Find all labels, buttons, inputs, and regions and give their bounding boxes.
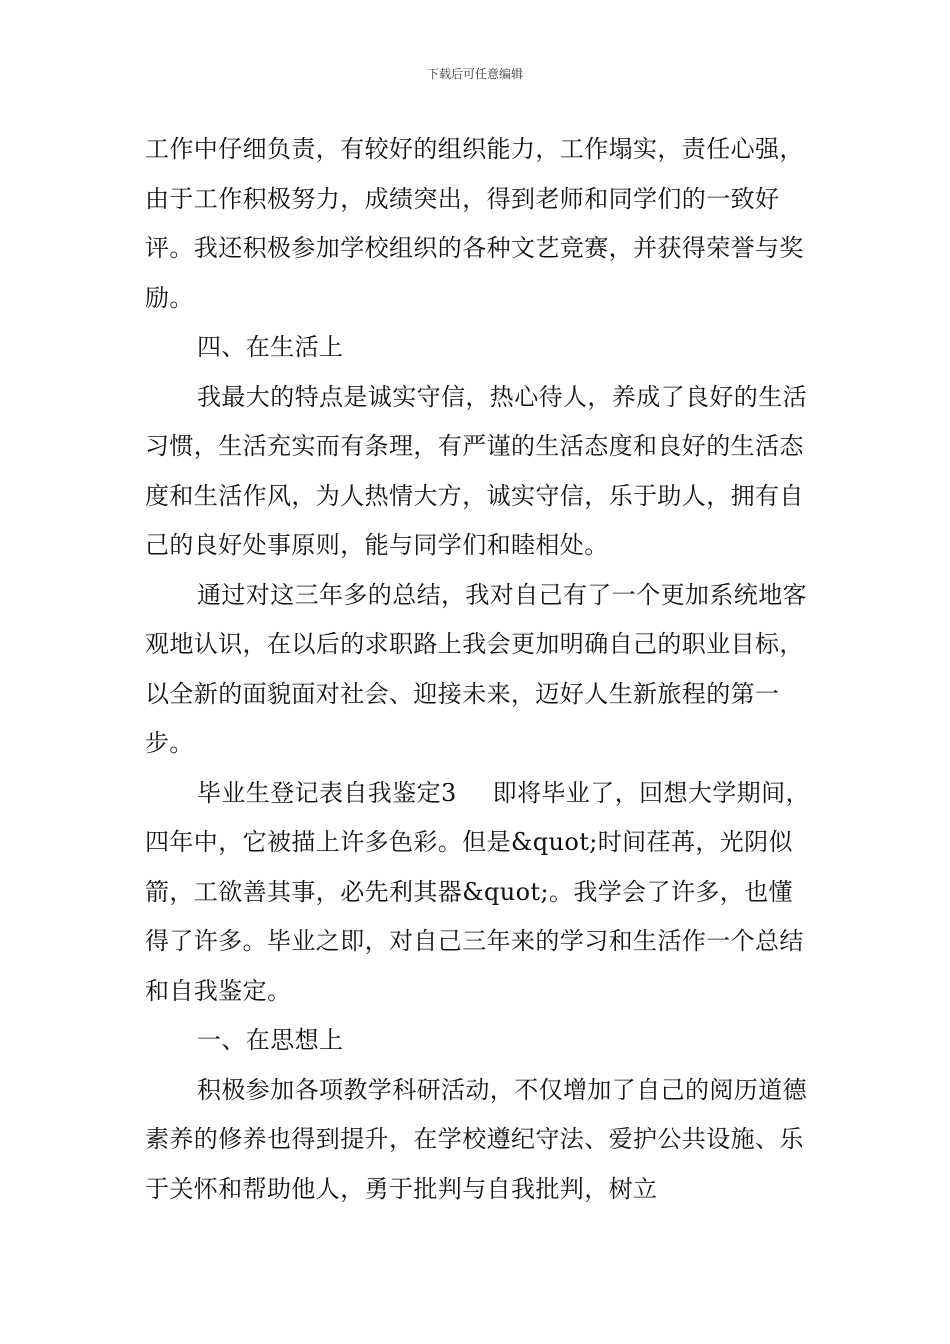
paragraph-section3 xyxy=(145,769,815,1017)
section-heading-life: 四、在生活上 xyxy=(197,333,344,361)
document-body xyxy=(145,125,815,1214)
paragraph-thought: 积极参加各项教学科研活动，不仅增加了自己的阅历道德素养的修养也得到提升，在学校遵纪守法、爱护公共设施、乐于关怀和帮助他人，勇于批判与自我批判，树立 xyxy=(145,1075,807,1203)
page-header: 下载后可任意编辑 xyxy=(426,67,523,81)
paragraph-work-continued: 工作中仔细负责，有较好的组织能力，工作塌实，责任心强，由于工作积极努力，成绩突出，得到老师和同学们的一致好评。我还积极参加学校组织的各种文艺竞赛，并获得荣誉与奖励。 xyxy=(145,135,804,312)
paragraph-summary: 通过对这三年多的总结，我对自己有了一个更加系统地客观地认识，在以后的求职路上我会更加明确自己的职业目标，以全新的面貌面对社会、迎接未来，迈好人生新旅程的第一步。 xyxy=(145,580,807,757)
section3-heading: 毕业生登记表自我鉴定3 xyxy=(197,778,457,807)
section3-body: 即将毕业了，回想大学期间，四年中，它被描上许多色彩。但是&quot;时间荏苒，光阴似箭，工欲善其事，必先利其器&quot;。我学会了许多，也懂得了许多。毕业之即，对自己三年来的学习和生活作一个总结和自我鉴定。 xyxy=(145,778,810,1005)
section-heading-thought: 一、在思想上 xyxy=(197,1026,344,1054)
paragraph-life: 我最大的特点是诚实守信，热心待人，养成了良好的生活习惯，生活充实而有条理，有严谨的生活态度和良好的生活态度和生活作风，为人热情大方，诚实守信，乐于助人，拥有自己的良好处事原则，能与同学们和睦相处。 xyxy=(145,382,807,559)
